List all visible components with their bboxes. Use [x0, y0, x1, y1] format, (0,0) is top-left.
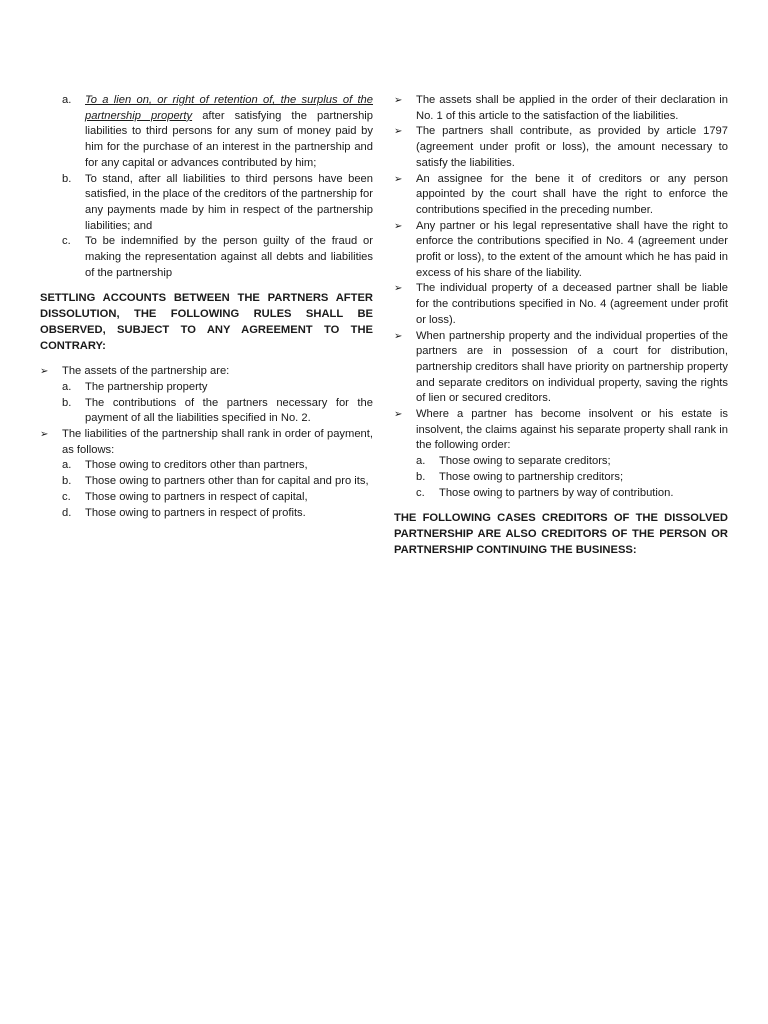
- item-letter: b.: [416, 470, 426, 483]
- bullet-text: The assets of the partnership are:: [62, 365, 230, 378]
- list-item: [62, 380, 373, 396]
- item-text: Those owing to partners in respect of profits.: [85, 506, 306, 519]
- item-letter: c.: [62, 235, 71, 248]
- bullet-text: An assignee for the bene it of creditors or any person appointed by the court shall have the right to enforce the contributions specified in the preceding number.: [416, 172, 728, 216]
- arrow-bullet-icon: ➢: [394, 283, 403, 295]
- arrow-bullet-icon: ➢: [394, 95, 403, 106]
- item-letter: a.: [416, 455, 426, 468]
- bullet-text: The liabilities of the partnership shall rank in order of payment, as follows:: [62, 428, 373, 456]
- list-item: [416, 454, 728, 470]
- arrow-bullet-icon: ➢: [394, 409, 403, 421]
- bullet-text: The individual property of a deceased partner shall be liable for the contributions specified in No. 4 (agreement under profit or loss).: [416, 282, 728, 326]
- bullet-text: Any partner or his legal representative shall have the right to enforce the contributions specified in No. 4 (agreement under profit or loss), to the extent of the amount which he has paid in excess of his share of the liability.: [416, 219, 728, 279]
- item-text: To be indemnified by the person guilty of the fraud or making the representation against all debts and liabilities of the partnership: [85, 235, 373, 279]
- bullet-item: [40, 364, 373, 380]
- arrow-bullet-icon: ➢: [40, 429, 49, 441]
- left-column: [40, 93, 373, 521]
- list-item: [62, 474, 373, 490]
- bullet-item: [394, 281, 728, 328]
- item-text: [85, 93, 373, 172]
- arrow-bullet-icon: ➢: [394, 173, 403, 185]
- list-item: [62, 490, 373, 506]
- bullet-item: [40, 427, 373, 458]
- item-letter: b.: [62, 172, 72, 185]
- item-text-rest: after satisfying the partnership liabilities to third persons for any sum of money paid by him for the purchase of an interest in the partnership and for any capital or advances contributed by him;: [85, 109, 373, 169]
- bullet-text: The partners shall contribute, as provided by article 1797 (agreement under profit or loss), the amount necessary to satisfy the liabilities.: [416, 125, 728, 169]
- bullet-item: [394, 219, 728, 282]
- arrow-bullet-icon: ➢: [394, 126, 403, 138]
- list-item: [62, 506, 373, 522]
- item-text: The contributions of the partners necessary for the payment of all the liabilities specified in No. 2.: [85, 396, 373, 425]
- bullet-item: [394, 124, 728, 171]
- list-item: [416, 486, 728, 502]
- section-heading: SETTLING ACCOUNTS BETWEEN THE PARTNERS AFTER DISSOLUTION, THE FOLLOWING RULES SHALL BE OBSERVED, SUBJECT TO ANY AGREEMENT TO THE CONTRARY:: [40, 292, 373, 352]
- item-text: The partnership property: [85, 380, 208, 393]
- arrow-bullet-icon: ➢: [394, 220, 403, 232]
- list-item: [62, 458, 373, 474]
- bullet-item: [394, 93, 728, 124]
- item-letter: c.: [416, 486, 425, 499]
- item-text: Those owing to separate creditors;: [439, 455, 611, 468]
- arrow-bullet-icon: ➢: [394, 330, 403, 342]
- list-item: [62, 93, 373, 172]
- bullet-item: [394, 407, 728, 454]
- item-text: Those owing to partners other than for capital and pro its,: [85, 475, 369, 488]
- item-letter: d.: [62, 506, 72, 519]
- bullet-text: When partnership property and the individual properties of the partners are in possession of a court for distribution, partnership creditors shall have priority on partnership property and separate creditors on individual property, saving the rights of lien or secured creditors.: [416, 329, 728, 405]
- list-item: [62, 234, 373, 281]
- item-text: Those owing to creditors other than partners,: [85, 459, 308, 472]
- bullet-text: Where a partner has become insolvent or his estate is insolvent, the claims against his separate property shall rank in the following order:: [416, 408, 728, 452]
- item-text: Those owing to partners in respect of capital,: [85, 490, 308, 503]
- item-letter: a.: [62, 380, 72, 393]
- list-item: [62, 172, 373, 235]
- item-letter: c.: [62, 490, 71, 503]
- item-text: Those owing to partners by way of contribution.: [439, 486, 674, 499]
- bullet-item: [394, 172, 728, 219]
- section-heading: THE FOLLOWING CASES CREDITORS OF THE DISSOLVED PARTNERSHIP ARE ALSO CREDITORS OF THE PERSON OR PARTNERSHIP CONTINUING THE BUSINESS:: [394, 512, 728, 556]
- arrow-bullet-icon: ➢: [40, 366, 49, 378]
- item-letter: a.: [62, 94, 72, 106]
- bullet-item: [394, 329, 728, 408]
- underlined-phrase: To a lien on, or right of retention of, the surplus of the partnership property: [85, 94, 373, 122]
- item-letter: a.: [62, 459, 72, 472]
- list-item: [416, 470, 728, 486]
- item-text: To stand, after all liabilities to third persons have been satisfied, in the place of the creditors of the partnership for any payments made by him in respect of the partnership liabilities; and: [85, 172, 373, 232]
- item-letter: b.: [62, 396, 72, 409]
- right-column: [394, 93, 728, 558]
- item-letter: b.: [62, 475, 72, 488]
- list-item: [62, 396, 373, 427]
- item-text: Those owing to partnership creditors;: [439, 470, 624, 483]
- bullet-text: The assets shall be applied in the order of their declaration in No. 1 of this article to the satisfaction of the liabilities.: [416, 94, 728, 122]
